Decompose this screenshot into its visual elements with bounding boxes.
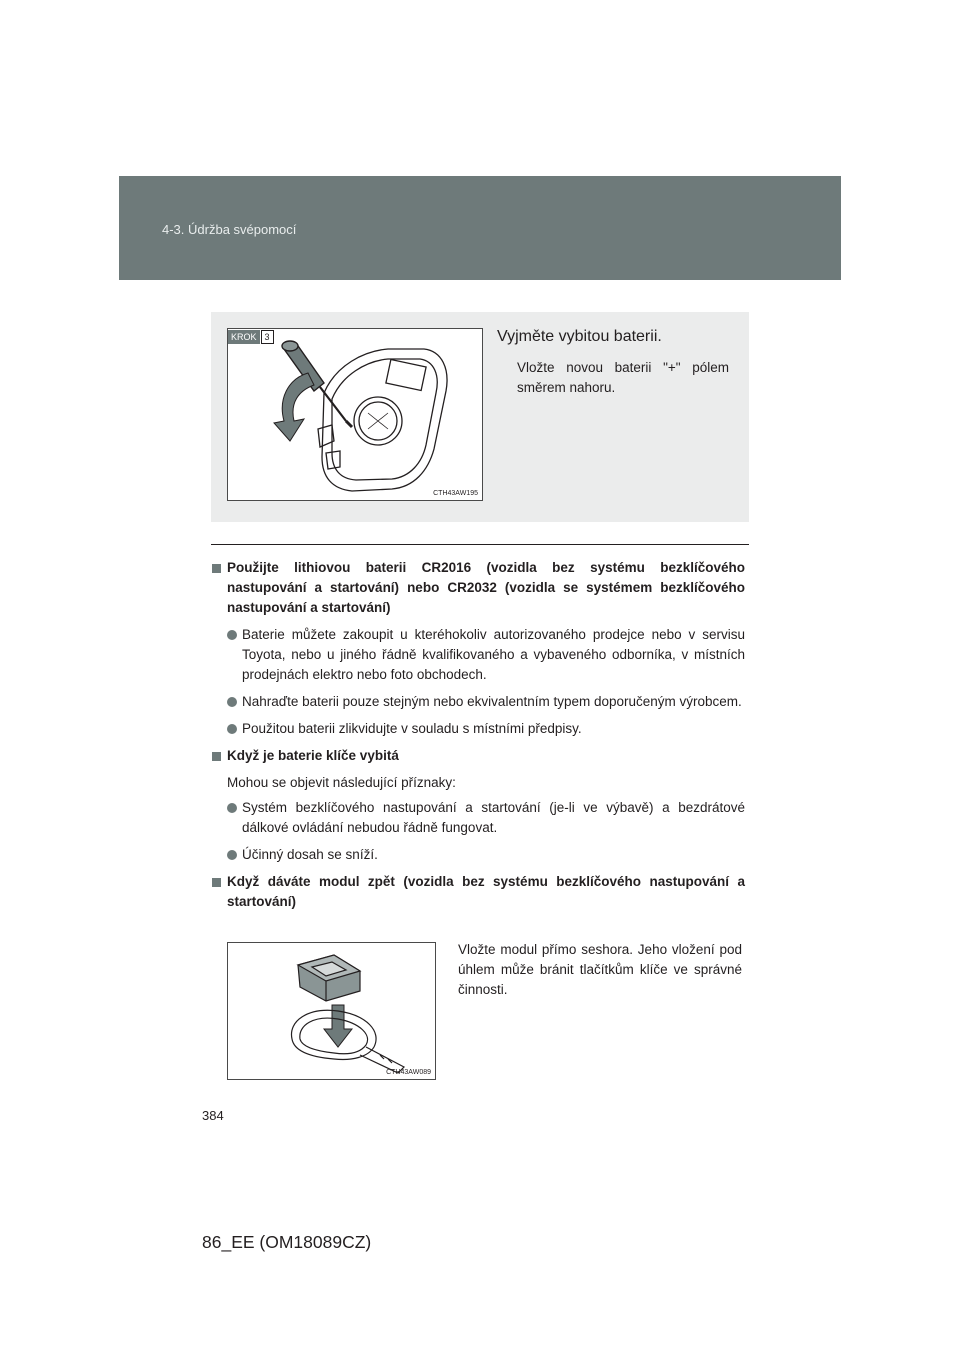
section-heading bbox=[211, 872, 745, 912]
square-bullet-icon bbox=[212, 878, 221, 887]
section-title: 4-3. Údržba svépomocí bbox=[162, 222, 297, 237]
list-item bbox=[211, 719, 745, 739]
step-badge-number: 3 bbox=[261, 330, 274, 344]
module-key-illustration bbox=[228, 943, 435, 1079]
page-header bbox=[119, 176, 841, 280]
section-heading-text: Když je baterie klíče vybitá bbox=[227, 748, 399, 763]
round-bullet-icon bbox=[227, 850, 237, 860]
step-badge-label: KROK bbox=[228, 330, 260, 344]
round-bullet-icon bbox=[227, 697, 237, 707]
section-intro: Mohou se objevit následující příznaky: bbox=[227, 775, 456, 790]
list-item-text: Baterie můžete zakoupit u kteréhokoliv autorizovaného prodejce nebo v servisu Toyota, nebo u jiného řádně kvalifikovaného a vybaveného odborníka, v místních prodejnách elektro nebo foto obchodech. bbox=[242, 627, 745, 682]
step-title: Vyjměte vybitou baterii. bbox=[497, 328, 662, 345]
list-item bbox=[211, 845, 745, 865]
list-item bbox=[211, 625, 745, 685]
main-content bbox=[211, 558, 745, 919]
step-panel bbox=[211, 312, 749, 522]
module-insertion-figure bbox=[227, 942, 436, 1080]
battery-removal-figure bbox=[227, 328, 483, 501]
list-item bbox=[211, 798, 745, 838]
list-item-text: Nahraďte baterii pouze stejným nebo ekvivalentním typem doporučeným výrobcem. bbox=[242, 694, 742, 709]
section-heading bbox=[211, 746, 745, 766]
section-heading bbox=[211, 558, 745, 618]
key-battery-illustration bbox=[228, 329, 482, 500]
round-bullet-icon bbox=[227, 724, 237, 734]
document-code: 86_EE (OM18089CZ) bbox=[202, 1232, 372, 1252]
module-note: Vložte modul přímo seshora. Jeho vložení pod úhlem může bránit tlačítkům klíče ve správné činnosti. bbox=[458, 942, 742, 997]
list-item-text: Účinný dosah se sníží. bbox=[242, 847, 378, 862]
figure-code: CTH43AW195 bbox=[433, 490, 478, 497]
section-divider bbox=[211, 544, 749, 545]
list-item-text: Použitou baterii zlikvidujte v souladu s místními předpisy. bbox=[242, 721, 582, 736]
square-bullet-icon bbox=[212, 752, 221, 761]
round-bullet-icon bbox=[227, 803, 237, 813]
figure-code: CTH43AW089 bbox=[386, 1069, 431, 1076]
section-heading-text: Když dáváte modul zpět (vozidla bez systému bezklíčového nastupování a startování) bbox=[227, 874, 745, 909]
step-note: Vložte novou baterii "+" pólem směrem nahoru. bbox=[517, 360, 729, 395]
square-bullet-icon bbox=[212, 564, 221, 573]
page-number: 384 bbox=[202, 1108, 224, 1123]
list-item bbox=[211, 692, 745, 712]
list-item-text: Systém bezklíčového nastupování a startování (je-li ve výbavě) a bezdrátové dálkové ovládání nebudou řádně fungovat. bbox=[242, 800, 745, 835]
round-bullet-icon bbox=[227, 630, 237, 640]
section-heading-text: Použijte lithiovou baterii CR2016 (vozidla bez systému bezklíčového nastupování a startování) nebo CR2032 (vozidla se systémem bezklíčového nastupování a startování) bbox=[227, 560, 745, 615]
